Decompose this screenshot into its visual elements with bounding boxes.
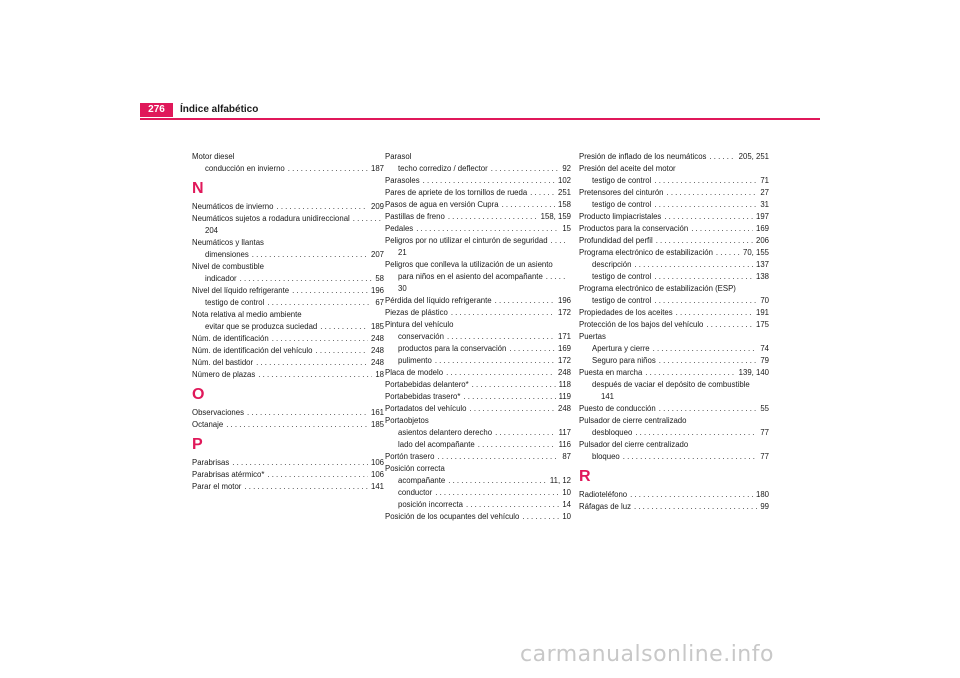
leader-dots bbox=[502, 199, 555, 211]
entry-text: Posición de los ocupantes del vehículo bbox=[385, 512, 520, 521]
index-entry bbox=[579, 235, 769, 247]
entry-text: Placa de modelo bbox=[385, 368, 444, 377]
index-entry bbox=[385, 199, 571, 211]
page-reference: 196 bbox=[370, 286, 384, 295]
page-reference: 137 bbox=[755, 260, 769, 269]
index-column-1 bbox=[192, 151, 384, 493]
entry-text: Portaobjetos bbox=[385, 416, 429, 425]
entry-text: Producto limpiacristales bbox=[579, 212, 662, 221]
leader-dots bbox=[272, 333, 368, 345]
index-subentry bbox=[385, 355, 571, 367]
page-reference: 158 bbox=[557, 200, 571, 209]
page-reference: 99 bbox=[760, 502, 769, 511]
index-entry bbox=[192, 345, 384, 357]
index-entry bbox=[385, 223, 571, 235]
leader-dots bbox=[353, 213, 381, 225]
entry-text: Nivel del líquido refrigerante bbox=[192, 286, 290, 295]
entry-text: 204 bbox=[205, 226, 219, 235]
entry-text: Apertura y cierre bbox=[592, 344, 650, 353]
index-entry bbox=[192, 237, 384, 249]
index-entry bbox=[579, 223, 769, 235]
page-reference: 251 bbox=[557, 188, 571, 197]
page-reference: 106 bbox=[370, 458, 384, 467]
index-entry bbox=[579, 501, 769, 513]
page-reference: 119 bbox=[558, 392, 571, 401]
entry-text: Parar el motor bbox=[192, 482, 242, 491]
index-continuation bbox=[385, 283, 571, 295]
index-entry bbox=[192, 457, 384, 469]
page-reference: 102 bbox=[557, 176, 571, 185]
index-subentry bbox=[579, 199, 769, 211]
entry-text: Ráfagas de luz bbox=[579, 502, 632, 511]
index-entry bbox=[192, 481, 384, 493]
index-entry bbox=[579, 403, 769, 415]
entry-text: 30 bbox=[398, 284, 407, 293]
index-entry bbox=[192, 333, 384, 345]
index-entry bbox=[385, 319, 571, 331]
page-reference: 175 bbox=[755, 320, 769, 329]
entry-text: Núm. de identificación bbox=[192, 334, 269, 343]
page-reference: 138 bbox=[755, 272, 769, 281]
entry-text: Neumáticos de invierno bbox=[192, 202, 274, 211]
entry-text: Parasol bbox=[385, 152, 412, 161]
entry-text: Pulsador del cierre centralizado bbox=[579, 440, 689, 449]
page-reference: 31 bbox=[760, 200, 769, 209]
index-continuation bbox=[385, 247, 571, 259]
page-reference: 118 bbox=[558, 380, 571, 389]
index-subentry bbox=[579, 379, 769, 391]
leader-dots bbox=[447, 331, 555, 343]
page-reference: 141 bbox=[370, 482, 384, 491]
index-entry bbox=[579, 319, 769, 331]
entry-text: Pedales bbox=[385, 224, 414, 233]
leader-dots bbox=[706, 319, 753, 331]
entry-text: dimensiones bbox=[205, 250, 249, 259]
index-column-2 bbox=[385, 151, 571, 523]
index-continuation bbox=[579, 391, 769, 403]
page-reference: 169 bbox=[557, 344, 571, 353]
page-reference: 191 bbox=[755, 308, 769, 317]
index-entry bbox=[579, 307, 769, 319]
page-reference: 172 bbox=[557, 356, 571, 365]
leader-dots bbox=[423, 175, 555, 187]
entry-text: Productos para la conservación bbox=[579, 224, 689, 233]
entry-text: Pulsador de cierre centralizado bbox=[579, 416, 687, 425]
index-entry bbox=[385, 187, 571, 199]
index-entry bbox=[385, 175, 571, 187]
page-reference: 207 bbox=[370, 250, 384, 259]
page-reference: 67 bbox=[375, 298, 384, 307]
index-entry bbox=[385, 367, 571, 379]
entry-text: Observaciones bbox=[192, 408, 245, 417]
index-entry bbox=[579, 163, 769, 175]
page-reference: 187 bbox=[370, 164, 384, 173]
page-reference: 248 bbox=[370, 346, 384, 355]
page-reference: 11, 12 bbox=[549, 476, 571, 485]
section-letter: R bbox=[579, 468, 591, 485]
entry-text: Posición correcta bbox=[385, 464, 445, 473]
leader-dots bbox=[466, 499, 559, 511]
leader-dots bbox=[276, 201, 368, 213]
index-entry bbox=[192, 407, 384, 419]
index-entry bbox=[579, 151, 769, 163]
entry-text: Peligros que conlleva la utilización de un asiento bbox=[385, 260, 553, 269]
entry-text: Pares de apriete de los tornillos de rueda bbox=[385, 188, 528, 197]
page-reference: 106 bbox=[370, 470, 384, 479]
entry-text: Pérdida del líquido refrigerante bbox=[385, 296, 492, 305]
index-subentry bbox=[579, 355, 769, 367]
index-entry bbox=[192, 369, 384, 381]
leader-dots bbox=[630, 489, 753, 501]
watermark: carmanualsonline.info bbox=[520, 642, 774, 667]
entry-text: Programa electrónico de estabilización bbox=[579, 248, 713, 257]
entry-text: bloqueo bbox=[592, 452, 620, 461]
entry-text: descripción bbox=[592, 260, 632, 269]
index-entry bbox=[579, 187, 769, 199]
index-subentry bbox=[579, 451, 769, 463]
leader-dots bbox=[437, 451, 559, 463]
leader-dots bbox=[659, 355, 758, 367]
leader-dots bbox=[495, 295, 555, 307]
leader-dots bbox=[654, 295, 757, 307]
page-reference: 206 bbox=[755, 236, 769, 245]
index-subentry bbox=[385, 499, 571, 511]
index-subentry bbox=[192, 321, 384, 333]
page-reference: 196 bbox=[557, 296, 571, 305]
leader-dots bbox=[288, 163, 368, 175]
leader-dots bbox=[446, 367, 555, 379]
index-entry bbox=[385, 463, 571, 475]
entry-text: 141 bbox=[601, 392, 615, 401]
page-reference: 74 bbox=[760, 344, 769, 353]
page-reference: 77 bbox=[760, 428, 769, 437]
leader-dots bbox=[709, 151, 735, 163]
section-letter: O bbox=[192, 386, 205, 403]
index-subentry bbox=[385, 331, 571, 343]
page-reference: 14 bbox=[562, 500, 571, 509]
index-entry bbox=[579, 331, 769, 343]
index-entry bbox=[385, 415, 571, 427]
leader-dots bbox=[653, 343, 758, 355]
entry-text: Pastillas de freno bbox=[385, 212, 445, 221]
leader-dots bbox=[435, 355, 555, 367]
page-title: Índice alfabético bbox=[180, 104, 259, 115]
page-reference: 92 bbox=[562, 164, 571, 173]
entry-text: Puesta en marcha bbox=[579, 368, 643, 377]
page-reference: 161 bbox=[370, 408, 384, 417]
entry-text: lado del acompañante bbox=[398, 440, 475, 449]
leader-dots bbox=[416, 223, 559, 235]
leader-dots bbox=[656, 235, 753, 247]
entry-text: posición incorrecta bbox=[398, 500, 464, 509]
entry-text: Neumáticos sujetos a rodadura unidireccional bbox=[192, 214, 350, 223]
index-entry bbox=[385, 511, 571, 523]
entry-text: Pasos de agua en versión Cupra bbox=[385, 200, 499, 209]
entry-text: Propiedades de los aceites bbox=[579, 308, 673, 317]
index-subentry bbox=[192, 297, 384, 309]
leader-dots bbox=[247, 407, 368, 419]
leader-dots bbox=[634, 501, 757, 513]
page-reference: 169 bbox=[755, 224, 769, 233]
page-reference: 117 bbox=[558, 428, 571, 437]
page-reference: 185 bbox=[370, 322, 384, 331]
index-entry bbox=[579, 415, 769, 427]
index-entry bbox=[192, 285, 384, 297]
entry-text: Parabrisas atérmico* bbox=[192, 470, 265, 479]
page-reference: 58 bbox=[375, 274, 384, 283]
index-entry bbox=[192, 419, 384, 431]
leader-dots bbox=[320, 321, 368, 333]
entry-text: después de vaciar el depósito de combustible bbox=[592, 380, 750, 389]
index-entry bbox=[579, 367, 769, 379]
leader-dots bbox=[716, 247, 740, 259]
entry-text: Motor diesel bbox=[192, 152, 235, 161]
index-entry bbox=[192, 151, 384, 163]
index-entry bbox=[579, 247, 769, 259]
entry-text: Pintura del vehículo bbox=[385, 320, 454, 329]
index-continuation bbox=[192, 225, 384, 237]
page-reference: 248 bbox=[557, 404, 571, 413]
leader-dots bbox=[635, 427, 757, 439]
leader-dots bbox=[448, 475, 547, 487]
leader-dots bbox=[676, 307, 753, 319]
page-reference: 180 bbox=[755, 490, 769, 499]
index-subentry bbox=[385, 343, 571, 355]
entry-text: Parasoles bbox=[385, 176, 420, 185]
page-number: 276 bbox=[140, 103, 173, 117]
page-reference: 185 bbox=[370, 420, 384, 429]
leader-dots bbox=[267, 297, 372, 309]
page-reference: 70 bbox=[760, 296, 769, 305]
page-reference: 158, 159 bbox=[540, 212, 571, 221]
leader-dots bbox=[654, 199, 757, 211]
leader-dots bbox=[623, 451, 758, 463]
entry-text: testigo de control bbox=[592, 296, 652, 305]
leader-dots bbox=[654, 175, 757, 187]
leader-dots bbox=[654, 271, 753, 283]
entry-text: testigo de control bbox=[592, 176, 652, 185]
leader-dots bbox=[463, 391, 555, 403]
leader-dots bbox=[491, 163, 560, 175]
index-subentry bbox=[579, 427, 769, 439]
leader-dots bbox=[664, 211, 753, 223]
page-reference: 79 bbox=[760, 356, 769, 365]
page-reference: 87 bbox=[562, 452, 571, 461]
page-reference: 71 bbox=[760, 176, 769, 185]
leader-dots bbox=[256, 357, 368, 369]
leader-dots bbox=[240, 273, 373, 285]
entry-text: productos para la conservación bbox=[398, 344, 507, 353]
page-reference: 172 bbox=[557, 308, 571, 317]
index-entry bbox=[192, 309, 384, 321]
page-reference: 205, 251 bbox=[738, 152, 769, 161]
page-reference: 139, 140 bbox=[738, 368, 769, 377]
index-column-3 bbox=[579, 151, 769, 513]
index-subentry bbox=[385, 487, 571, 499]
header-rule bbox=[140, 118, 820, 120]
leader-dots bbox=[530, 187, 555, 199]
index-entry bbox=[385, 307, 571, 319]
page-reference: 171 bbox=[557, 332, 571, 341]
leader-dots bbox=[659, 403, 758, 415]
index-subentry bbox=[192, 249, 384, 261]
entry-text: 21 bbox=[398, 248, 407, 257]
page-reference: 10 bbox=[562, 512, 571, 521]
entry-text: testigo de control bbox=[205, 298, 265, 307]
index-subentry bbox=[385, 163, 571, 175]
index-entry bbox=[385, 379, 571, 391]
leader-dots bbox=[478, 439, 556, 451]
index-entry bbox=[192, 213, 384, 225]
index-entry bbox=[192, 357, 384, 369]
page-reference: 18 bbox=[375, 370, 384, 379]
page-reference: 27 bbox=[760, 188, 769, 197]
entry-text: Portadatos del vehículo bbox=[385, 404, 467, 413]
entry-text: desbloqueo bbox=[592, 428, 633, 437]
index-entry bbox=[579, 439, 769, 451]
entry-text: Piezas de plástico bbox=[385, 308, 448, 317]
entry-text: Octanaje bbox=[192, 420, 224, 429]
entry-text: Portabebidas delantero* bbox=[385, 380, 469, 389]
index-subentry bbox=[192, 163, 384, 175]
entry-text: Número de plazas bbox=[192, 370, 256, 379]
index-entry bbox=[579, 211, 769, 223]
leader-dots bbox=[546, 271, 568, 283]
index-subentry bbox=[579, 295, 769, 307]
entry-text: conducción en invierno bbox=[205, 164, 285, 173]
leader-dots bbox=[232, 457, 368, 469]
page-reference: 77 bbox=[760, 452, 769, 461]
leader-dots bbox=[634, 259, 753, 271]
index-subentry bbox=[192, 273, 384, 285]
entry-text: Neumáticos y llantas bbox=[192, 238, 264, 247]
leader-dots bbox=[267, 469, 368, 481]
entry-text: pulimento bbox=[398, 356, 432, 365]
page-reference: 55 bbox=[760, 404, 769, 413]
entry-text: acompañante bbox=[398, 476, 446, 485]
leader-dots bbox=[522, 511, 559, 523]
entry-text: Portabebidas trasero* bbox=[385, 392, 461, 401]
entry-text: Profundidad del perfil bbox=[579, 236, 653, 245]
leader-dots bbox=[645, 367, 735, 379]
leader-dots bbox=[448, 211, 538, 223]
entry-text: asientos delantero derecho bbox=[398, 428, 493, 437]
entry-text: para niños en el asiento del acompañante bbox=[398, 272, 543, 281]
index-entry bbox=[385, 235, 571, 247]
entry-text: indicador bbox=[205, 274, 237, 283]
index-subentry bbox=[579, 175, 769, 187]
page-reference: 248 bbox=[370, 334, 384, 343]
entry-text: Protección de los bajos del vehículo bbox=[579, 320, 704, 329]
index-entry bbox=[385, 211, 571, 223]
entry-text: Núm. del bastidor bbox=[192, 358, 254, 367]
leader-dots bbox=[292, 285, 368, 297]
index-subentry bbox=[385, 271, 571, 283]
index-entry bbox=[385, 451, 571, 463]
leader-dots bbox=[691, 223, 753, 235]
leader-dots bbox=[244, 481, 368, 493]
entry-text: evitar que se produzca suciedad bbox=[205, 322, 318, 331]
leader-dots bbox=[470, 403, 555, 415]
index-subentry bbox=[385, 439, 571, 451]
entry-text: conductor bbox=[398, 488, 433, 497]
index-subentry bbox=[579, 343, 769, 355]
entry-text: testigo de control bbox=[592, 200, 652, 209]
index-subentry bbox=[579, 259, 769, 271]
entry-text: Parabrisas bbox=[192, 458, 230, 467]
index-entry bbox=[385, 403, 571, 415]
entry-text: Presión de inflado de los neumáticos bbox=[579, 152, 707, 161]
page-reference: 248 bbox=[557, 368, 571, 377]
entry-text: Presión del aceite del motor bbox=[579, 164, 676, 173]
entry-text: techo corredizo / deflector bbox=[398, 164, 488, 173]
entry-text: Nivel de combustible bbox=[192, 262, 264, 271]
index-subentry bbox=[385, 475, 571, 487]
leader-dots bbox=[435, 487, 559, 499]
page-reference: 70, 155 bbox=[742, 248, 769, 257]
section-letter: N bbox=[192, 180, 204, 197]
page-reference: 15 bbox=[562, 224, 571, 233]
index-subentry bbox=[385, 427, 571, 439]
entry-text: Pretensores del cinturón bbox=[579, 188, 664, 197]
index-subentry bbox=[579, 271, 769, 283]
index-entry bbox=[192, 201, 384, 213]
section-letter: P bbox=[192, 436, 203, 453]
index-entry bbox=[579, 283, 769, 295]
leader-dots bbox=[509, 343, 555, 355]
entry-text: Radioteléfono bbox=[579, 490, 628, 499]
entry-text: Programa electrónico de estabilización (ESP) bbox=[579, 284, 736, 293]
index-entry bbox=[385, 259, 571, 271]
leader-dots bbox=[551, 235, 568, 247]
leader-dots bbox=[258, 369, 372, 381]
leader-dots bbox=[495, 427, 556, 439]
index-entry bbox=[385, 295, 571, 307]
page-reference: 248 bbox=[370, 358, 384, 367]
entry-text: Puertas bbox=[579, 332, 606, 341]
entry-text: testigo de control bbox=[592, 272, 652, 281]
entry-text: Núm. de identificación del vehículo bbox=[192, 346, 313, 355]
leader-dots bbox=[451, 307, 555, 319]
leader-dots bbox=[667, 187, 758, 199]
index-entry bbox=[192, 261, 384, 273]
page-reference: 197 bbox=[755, 212, 769, 221]
entry-text: conservación bbox=[398, 332, 444, 341]
page-reference: 10 bbox=[562, 488, 571, 497]
leader-dots bbox=[472, 379, 556, 391]
entry-text: Puesto de conducción bbox=[579, 404, 656, 413]
leader-dots bbox=[252, 249, 368, 261]
leader-dots bbox=[316, 345, 368, 357]
entry-text: Portón trasero bbox=[385, 452, 435, 461]
index-entry bbox=[385, 151, 571, 163]
page-reference: 116 bbox=[558, 440, 571, 449]
index-entry bbox=[192, 469, 384, 481]
index-entry bbox=[385, 391, 571, 403]
entry-text: Peligros por no utilizar el cinturón de seguridad bbox=[385, 236, 548, 245]
entry-text: Seguro para niños bbox=[592, 356, 656, 365]
page-reference: 209 bbox=[370, 202, 384, 211]
leader-dots bbox=[226, 419, 368, 431]
index-entry bbox=[579, 489, 769, 501]
entry-text: Nota relativa al medio ambiente bbox=[192, 310, 302, 319]
